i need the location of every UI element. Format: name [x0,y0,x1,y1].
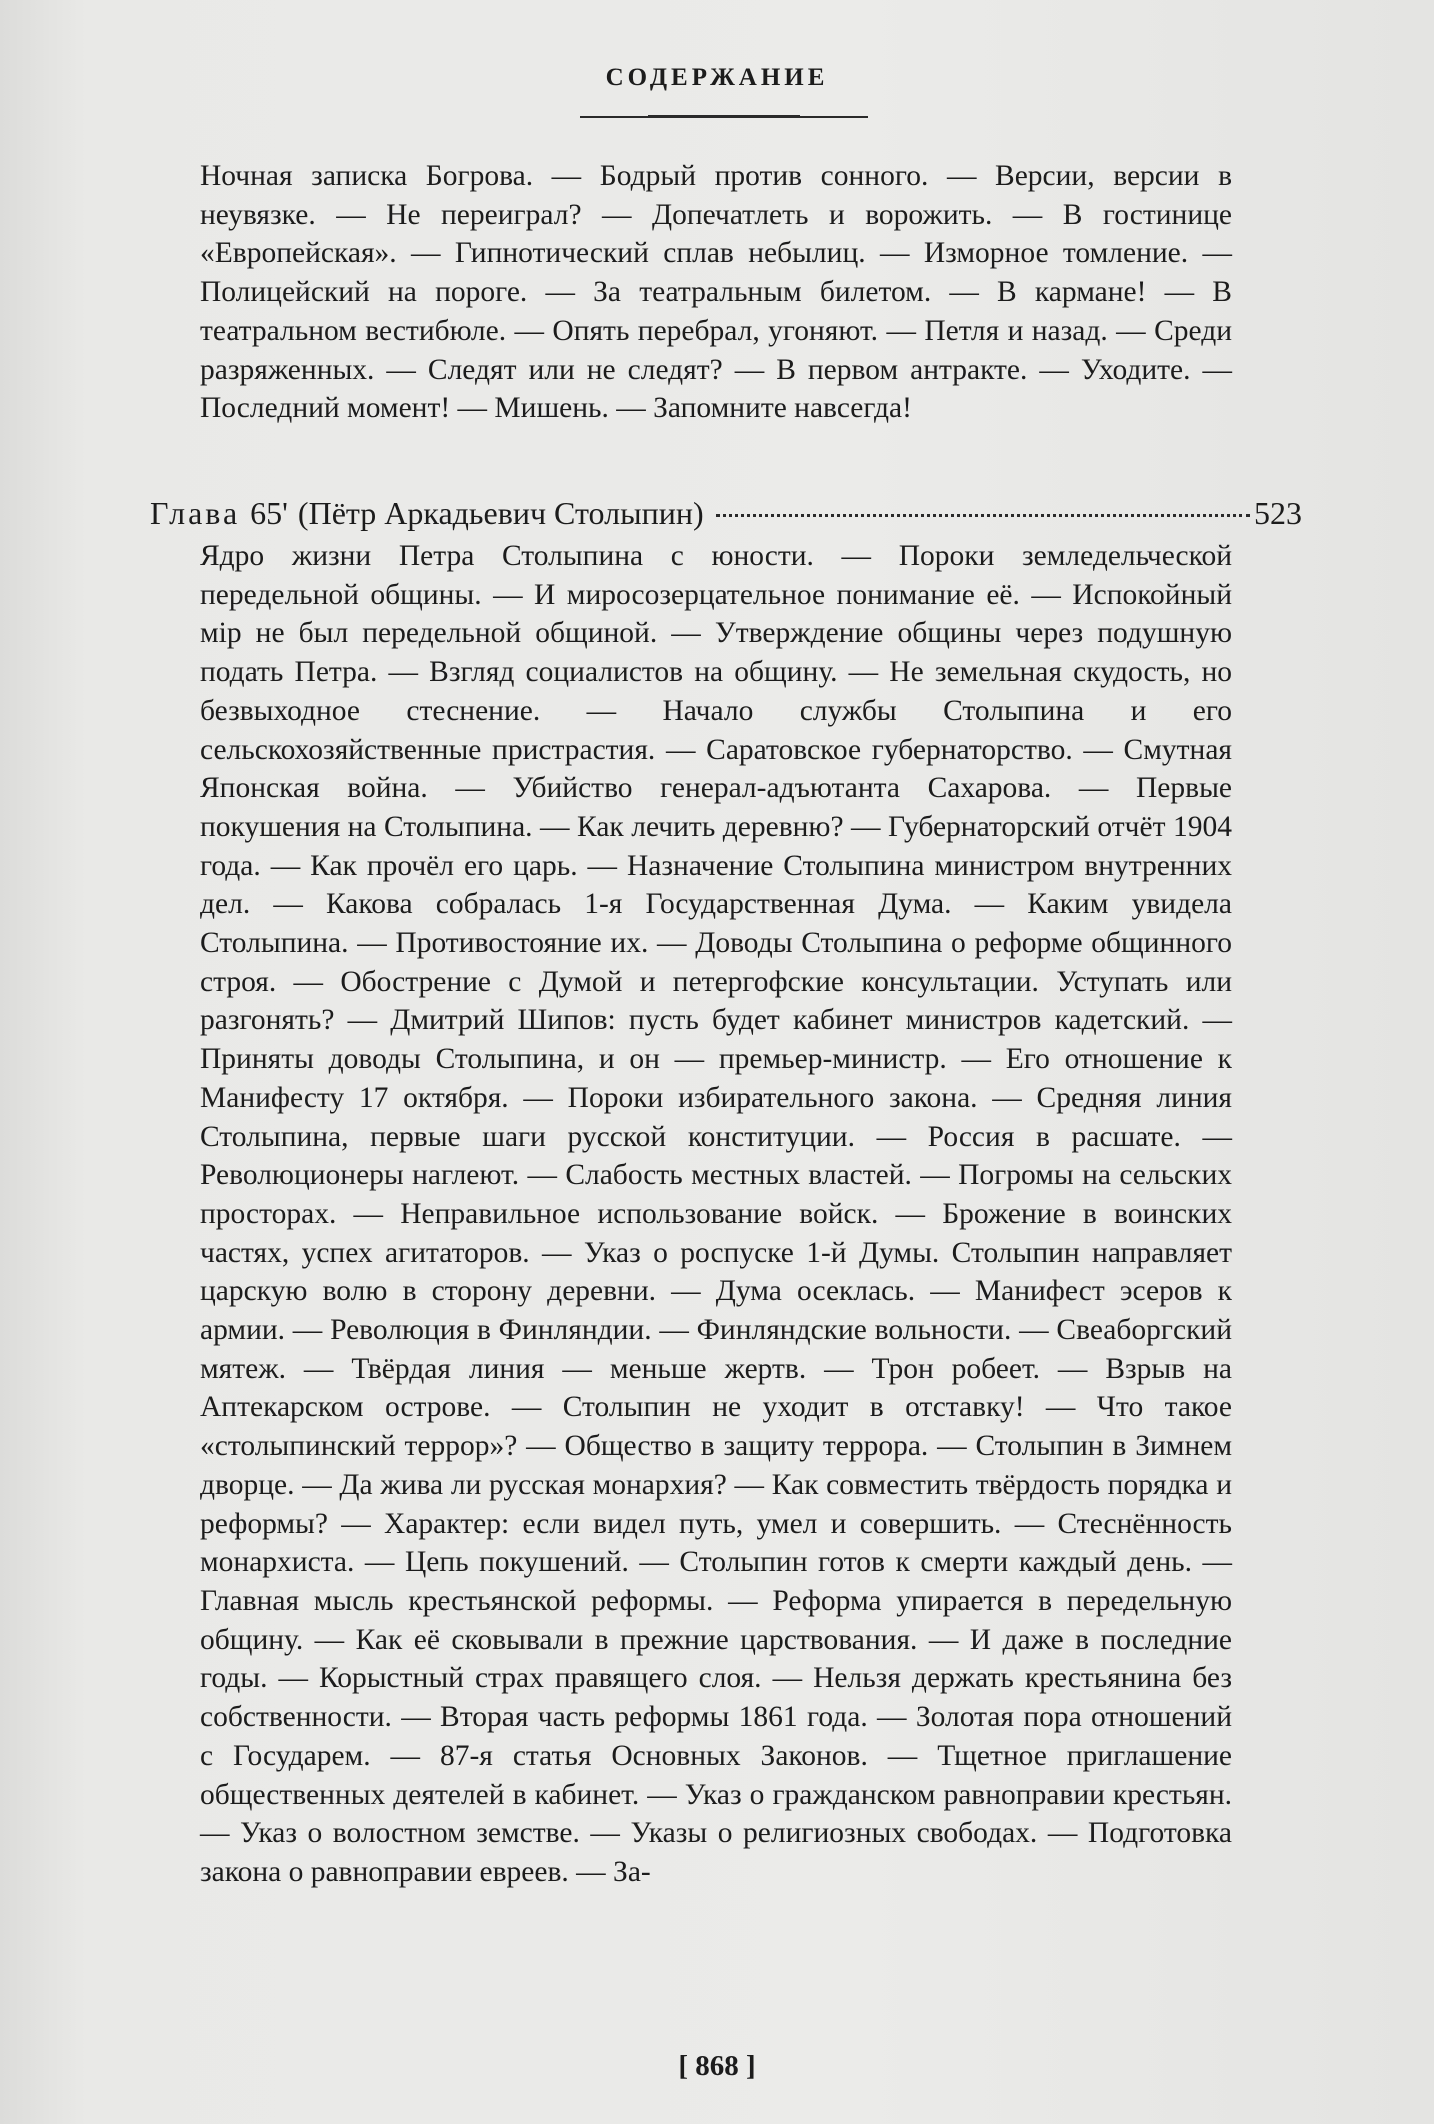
chapter-subtitle: (Пётр Аркадьевич Столыпин) [297,495,704,531]
chapter-summary-paragraph: Ядро жизни Петра Столыпина с юности. — Пороки земледельческой передельной общины. — И миросозерцательное понимание её. — Испокойный мір не был передельной общиной. — Утверждение общины через подушную подать Петра. — Взгляд социалистов на общину. — Не земельная скудость, но безвыходное стеснение. — Начало службы Столыпина и его сельскохозяйственные пристрастия. — Саратовское губернаторство. — Смутная Японская война. — Убийство генерал-адъютанта Сахарова. — Первые покушения на Столыпина. — Как лечить деревню? — Губернаторский отчёт 1904 года. — Как прочёл его царь. — Назначение Столыпина министром внутренних дел. — Какова собралась 1-я Государственная Дума. — Каким увидела Столыпина. — Противостояние их. — Доводы Столыпина о реформе общинного строя. — Обострение с Думой и петергофские консультации. Уступать или разгонять? — Дмитрий Шипов: пусть будет кабинет министров кадетский. — Приняты доводы Столыпина, и он — премьер-министр. — Его отношение к Манифесту 17 октября. — Пороки избирательного закона. — Средняя линия Столыпина, первые шаги русской конституции. — Россия в расшате. — Революционеры наглеют. — Слабость местных властей. — Погромы на сельских просторах. — Неправильное использование войск. — Брожение в воинских частях, успех агитаторов. — Указ о роспуске 1-й Думы. Столыпин направляет царскую волю в сторону деревни. — Дума осеклась. — Манифест эсеров к армии. — Революция в Финляндии. — Финляндские вольности. — Свеаборгский мятеж. — Твёрдая линия — меньше жертв. — Трон робеет. — Взрыв на Аптекарском острове. — Столыпин не уходит в отставку! — Что такое «столыпинский террор»? — Общество в защиту террора. — Столыпин в Зимнем дворце. — Да жива ли русская монархия? — Как совместить твёрдость порядка и реформы? — Характер: если видел путь, умел и совершить. — Стеснённость монархиста. — Цепь покушений. — Столыпин готов к смерти каждый день. — Главная мысль крестьянской реформы. — Реформа упирается в передельную общину. — Как её сковывали в прежние царствования. — И даже в последние годы. — Корыстный страх правящего слоя. — Нельзя держать крестьянина без собственности. — Вторая часть реформы 1861 года. — Золотая пора отношений с Государем. — 87-я статья Основных Законов. — Тщетное приглашение общественных деятелей в кабинет. — Указ о гражданском равноправии крестьян. — Указ о волостном земстве. — Указы о религиозных свободах. — Подготовка закона о равноправии евреев. — За- [200,540,1232,1888]
header-title: СОДЕРЖАНИЕ [605,64,829,91]
chapter-label: Глава [150,495,241,531]
running-header [0,64,1434,92]
toc-entry-chapter-65[interactable] [150,492,1302,534]
chapter-number: 65' [250,495,288,531]
header-rule [580,116,868,118]
dot-leader [716,514,1250,517]
continuation-paragraph: Ночная записка Богрова. — Бодрый против сонного. — Версии, версии в неувязке. — Не переиграл? — Допечатлеть и ворожить. — В гостинице «Европейская». — Гипнотический сплав небылиц. — Изморное томление. — Полицейский на пороге. — За театральным билетом. — В кармане! — В театральном вестибюле. — Опять перебрал, угоняют. — Петля и назад. — Среди разряженных. — Следят или не следят? — В первом антракте. — Уходите. — Последний момент! — Мишень. — Запомните навсегда! [200,160,1232,425]
page-number: [ 868 ] [678,2050,756,2082]
chapter-page-number: 523 [1254,495,1302,531]
